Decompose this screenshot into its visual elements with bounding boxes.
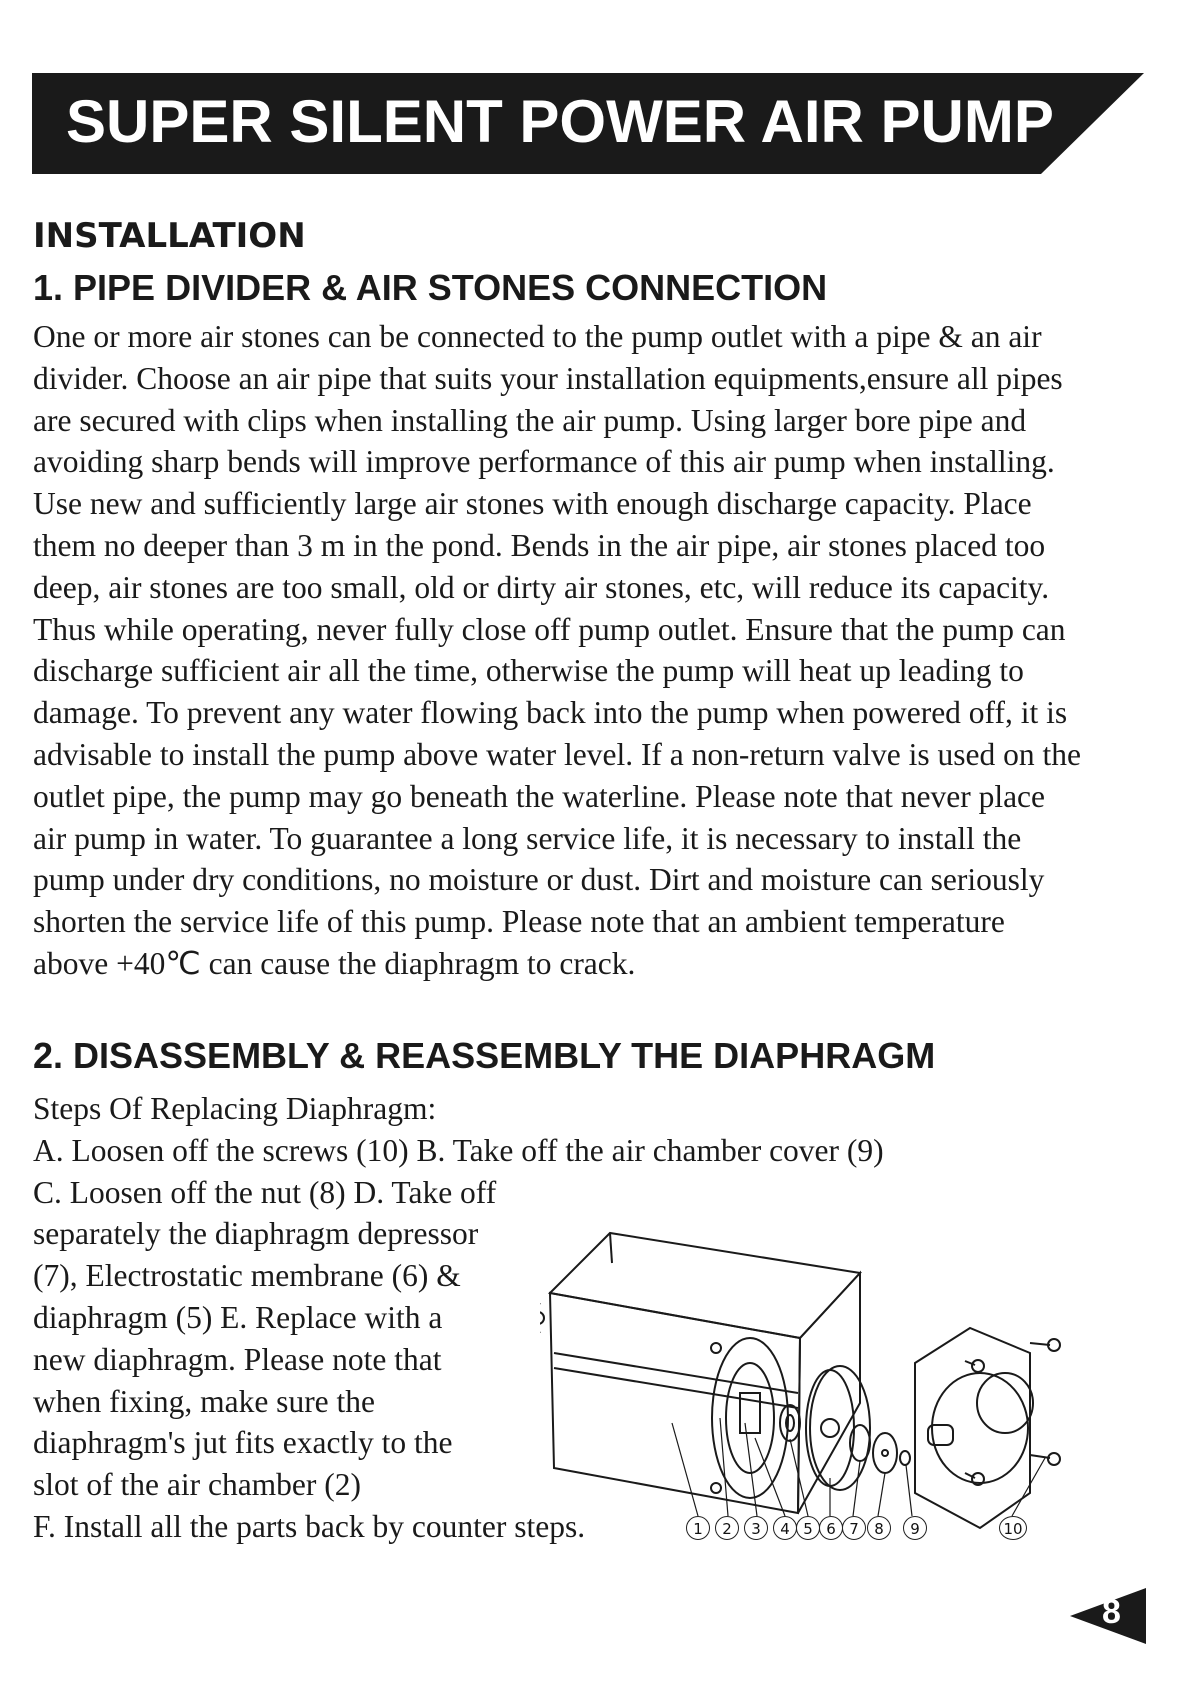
step-line: (7), Electrostatic membrane (6) & <box>33 1258 461 1294</box>
callout-3: 3 <box>744 1516 768 1540</box>
step-line: separately the diaphragm depressor <box>33 1216 479 1252</box>
nut <box>873 1433 910 1473</box>
step-line: slot of the air chamber (2) <box>33 1467 361 1503</box>
body-line: advisable to install the pump above water level. If a non-return valve is used on the <box>33 736 1081 772</box>
callout-8: 8 <box>867 1516 891 1540</box>
body-line: divider. Choose an air pipe that suits your installation equipments,ensure all pipes <box>33 360 1063 396</box>
section-1-title: 1. PIPE DIVIDER & AIR STONES CONNECTION <box>33 267 828 308</box>
step-line: when fixing, make sure the <box>33 1383 376 1419</box>
callout-9: 9 <box>903 1516 927 1540</box>
body-line: are secured with clips when installing the air pump. Using larger bore pipe and <box>33 402 1027 438</box>
leader-lines <box>672 1418 1045 1516</box>
air-chamber <box>711 1338 788 1498</box>
step-line: diaphragm's jut fits exactly to the <box>33 1425 453 1461</box>
callout-7: 7 <box>842 1516 866 1540</box>
pump-housing <box>540 1233 860 1513</box>
section-2-title: 2. DISASSEMBLY & REASSEMBLY THE DIAPHRAGM <box>33 1035 936 1076</box>
callout-5: 5 <box>796 1516 820 1540</box>
step-line: F. Install all the parts back by counter steps. <box>33 1508 586 1544</box>
body-line: above +40℃ can cause the diaphragm to crack. <box>33 945 636 981</box>
body-line: One or more air stones can be connected to the pump outlet with a pipe & an air <box>33 319 1042 354</box>
title-banner <box>32 73 1144 174</box>
electrostatic-membrane <box>780 1405 800 1441</box>
section-1-body <box>33 316 1183 985</box>
callout-6: 6 <box>819 1516 843 1540</box>
callout-1: 1 <box>686 1516 710 1540</box>
callout-4: 4 <box>773 1516 797 1540</box>
body-line: shorten the service life of this pump. Please note that an ambient temperature <box>33 904 1005 940</box>
air-chamber-cover <box>915 1328 1033 1528</box>
body-line: deep, air stones are too small, old or dirty air stones, etc, will reduce its capacity. <box>33 569 1050 605</box>
page-title: SUPER SILENT POWER AIR PUMP <box>66 88 1054 155</box>
body-line: Thus while operating, never fully close off pump outlet. Ensure that the pump can <box>33 611 1066 647</box>
step-line: A. Loosen off the screws (10) B. Take off the air chamber cover (9) <box>33 1132 884 1168</box>
step-line: new diaphragm. Please note that <box>33 1341 442 1377</box>
installation-heading: INSTALLATION <box>33 216 306 256</box>
diaphragm <box>806 1366 870 1490</box>
step-line: Steps Of Replacing Diaphragm: <box>33 1091 437 1126</box>
body-line: pump under dry conditions, no moisture or dust. Dirt and moisture can seriously <box>33 862 1045 898</box>
body-line: outlet pipe, the pump may go beneath the waterline. Please note that never place <box>33 778 1046 814</box>
body-line: air pump in water. To guarantee a long service life, it is necessary to install the <box>33 820 1022 856</box>
body-line: Use new and sufficiently large air stones with enough discharge capacity. Place <box>33 486 1032 522</box>
body-line: damage. To prevent any water flowing back into the pump when powered off, it is <box>33 695 1068 731</box>
callout-2: 2 <box>715 1516 739 1540</box>
body-line: avoiding sharp bends will improve performance of this air pump when installing. <box>33 444 1055 480</box>
callout-10: 10 <box>999 1516 1027 1540</box>
body-line: discharge sufficient air all the time, otherwise the pump will heat up leading to <box>33 653 1024 689</box>
page-number: 8 <box>1102 1593 1121 1631</box>
step-line: C. Loosen off the nut (8) D. Take off <box>33 1174 497 1210</box>
pump-exploded-diagram <box>540 1203 1160 1533</box>
body-line: them no deeper than 3 m in the pond. Bends in the air pipe, air stones placed too <box>33 527 1046 563</box>
step-line: diaphragm (5) E. Replace with a <box>33 1299 443 1335</box>
